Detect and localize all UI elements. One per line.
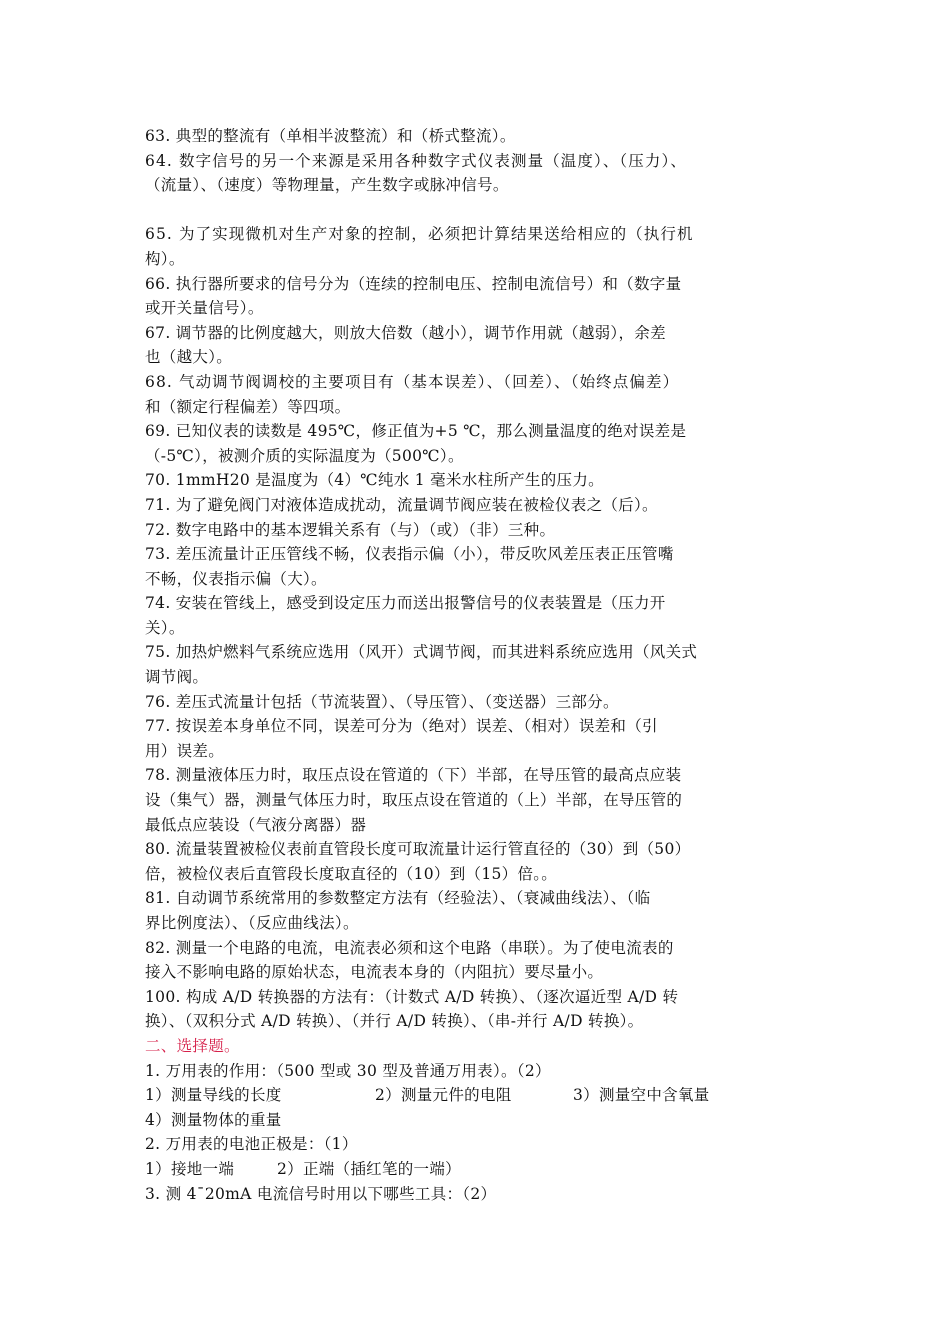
text-line: 100. 构成 A/D 转换器的方法有：（计数式 A/D 转换）、（逐次逼近型 A/D 转 <box>145 987 679 1006</box>
text-line: 界比例度法）、（反应曲线法）。 <box>145 914 359 932</box>
text-line: 74. 安装在管线上，感受到设定压力而送出报警信号的仪表装置是（压力开 <box>145 594 666 613</box>
options-line: 4）测量物体的重量 <box>145 1110 282 1129</box>
options-line <box>145 1083 810 1108</box>
text-line: 67. 调节器的比例度越大，则放大倍数（越小），调节作用就（越弱），余差 <box>145 323 666 342</box>
text-line: 68. 气动调节阀调校的主要项目有（基本误差）、（回差）、（始终点偏差） <box>145 372 680 391</box>
option-text: 3）测量空中含氧量 <box>573 1086 710 1105</box>
text-line: 64. 数字信号的另一个来源是采用各种数字式仪表测量（温度）、（压力）、 <box>145 151 687 170</box>
option-text: 1）测量导线的长度 <box>145 1086 282 1105</box>
text-line: 82. 测量一个电路的电流，电流表必须和这个电路（串联）。为了使电流表的 <box>145 938 674 957</box>
options-line <box>145 1157 810 1182</box>
text-line: 接入不影响电路的原始状态，电流表本身的（内阻抗）要尽量小。 <box>145 963 604 982</box>
text-line: 73. 差压流量计正压管线不畅，仪表指示偏（小），带反吹风差压表正压管嘴 <box>145 545 674 564</box>
text-line: 调节阀。 <box>145 668 209 687</box>
text-line: 81. 自动调节系统常用的参数整定方法有（经验法）、（衰减曲线法）、（临 <box>145 889 651 908</box>
text-line: 换）、（双积分式 A/D 转换）、（并行 A/D 转换）、（串-并行 A/D 转换）。 <box>145 1012 644 1031</box>
option-text: 2）测量元件的电阻 <box>375 1086 512 1105</box>
text-line: 和（额定行程偏差）等四项。 <box>145 397 351 416</box>
section-heading: 二、选择题。 <box>145 1036 240 1055</box>
text-line: 69. 已知仪表的读数是 495℃，修正值为+5 ℃，那么测量温度的绝对误差是 <box>145 422 687 441</box>
question-line: 2. 万用表的电池正极是：（1） <box>145 1135 358 1154</box>
text-line: 78. 测量液体压力时，取压点设在管道的（下）半部，在导压管的最高点应装 <box>145 766 682 785</box>
text-line: 70. 1mmH20 是温度为（4）℃纯水 1 毫米水柱所产生的压力。 <box>145 471 604 490</box>
text-line: 80. 流量装置被检仪表前直管段长度可取流量计运行管直径的（30）到（50） <box>145 840 691 859</box>
text-line: 倍，被检仪表后直管段长度取直径的（10）到（15）倍。。 <box>145 864 558 883</box>
blank-line <box>145 198 810 223</box>
option-text: 1）接地一端 <box>145 1159 235 1178</box>
document-body <box>145 124 810 1206</box>
text-line: 设（集气）器，测量气体压力时，取压点设在管道的（上）半部，在导压管的 <box>145 791 683 810</box>
text-line: 63. 典型的整流有（单相半波整流）和（桥式整流）。 <box>145 127 516 145</box>
text-line: 不畅，仪表指示偏（大）。 <box>145 569 327 588</box>
question-line: 3. 测 4¯20mA 电流信号时用以下哪些工具：（2） <box>145 1184 497 1203</box>
text-line: 75. 加热炉燃料气系统应选用（风开）式调节阀，而其进料系统应选用（风关式 <box>145 643 698 662</box>
text-line: （-5℃），被测介质的实际温度为（500℃）。 <box>145 446 464 465</box>
text-line: 最低点应装设（气液分离器）器 <box>145 815 367 834</box>
text-line: 构）。 <box>145 249 185 268</box>
text-line: 71. 为了避免阀门对液体造成扰动，流量调节阀应装在被检仪表之（后）。 <box>145 495 658 514</box>
text-line: 65. 为了实现微机对生产对象的控制，必须把计算结果送给相应的（执行机 <box>145 225 694 244</box>
text-line: 用）误差。 <box>145 741 225 760</box>
text-line: 66. 执行器所要求的信号分为（连续的控制电压、控制电流信号）和（数字量 <box>145 274 682 293</box>
text-line: 77. 按误差本身单位不同，误差可分为（绝对）误差、（相对）误差和（引 <box>145 717 658 736</box>
text-line: 也（越大）。 <box>145 348 233 367</box>
text-line: （流量）、（速度）等物理量，产生数字或脉冲信号。 <box>145 176 509 195</box>
question-line: 1. 万用表的作用：（500 型或 30 型及普通万用表）。（2） <box>145 1061 551 1080</box>
text-line: 关）。 <box>145 618 185 637</box>
text-line: 或开关量信号）。 <box>145 299 264 318</box>
text-line: 72. 数字电路中的基本逻辑关系有（与）（或）（非）三种。 <box>145 520 556 539</box>
option-text: 2）正端（插红笔的一端） <box>277 1159 461 1178</box>
text-line: 76. 差压式流量计包括（节流装置）、（导压管）、（变送器）三部分。 <box>145 692 619 711</box>
